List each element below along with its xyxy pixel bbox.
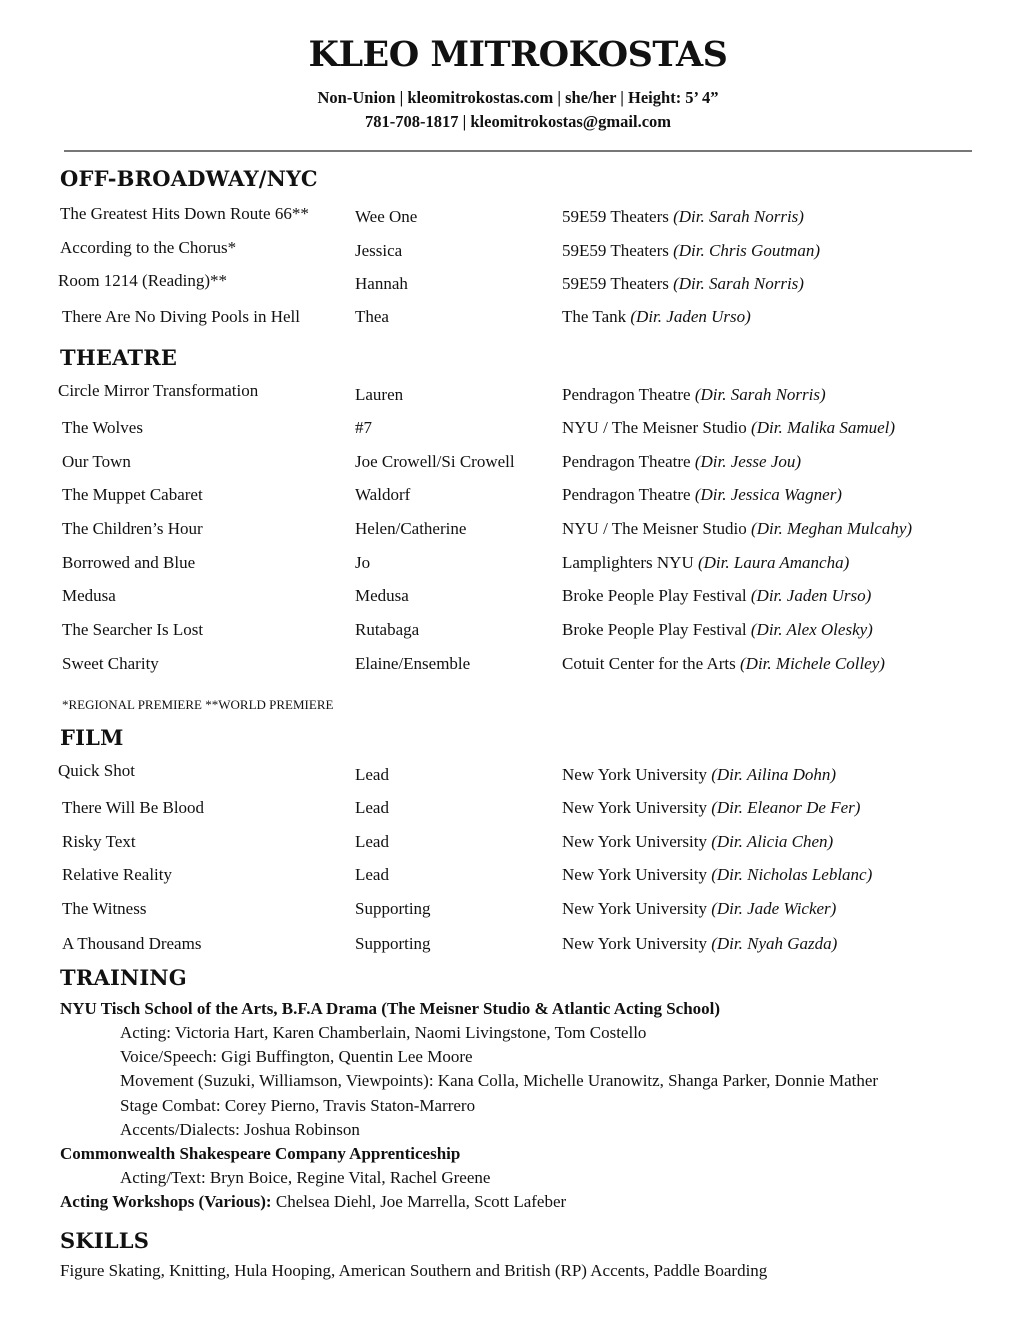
credit-title: The Muppet Cabaret	[62, 485, 203, 504]
credit-director: (Dir. Nyah Gazda)	[711, 934, 838, 953]
section-heading-skills: SKILLS	[60, 1228, 150, 1253]
credit-title: Sweet Charity	[62, 654, 159, 673]
contact-line-1: Non-Union | kleomitrokostas.com | she/her | Height: 5’ 4”	[317, 88, 719, 107]
credit-director: (Dir. Chris Goutman)	[673, 241, 820, 260]
credit-role: Medusa	[355, 586, 409, 605]
credit-director: (Dir. Meghan Mulcahy)	[751, 519, 913, 538]
credit-director: (Dir. Jaden Urso)	[750, 586, 872, 605]
section-heading-theatre: THEATRE	[60, 345, 178, 370]
section-heading-training: TRAINING	[60, 965, 187, 990]
credit-role: Wee One	[355, 207, 418, 226]
credit-title: The Greatest Hits Down Route 66**	[60, 204, 309, 223]
credit-title: Our Town	[62, 452, 131, 471]
credit-venue: Broke People Play Festival (Dir. Jaden Urso)	[562, 586, 872, 605]
credit-row	[0, 934, 1020, 958]
credit-row	[0, 238, 1020, 262]
credit-role: Supporting	[355, 934, 431, 953]
credit-row	[0, 832, 1020, 856]
credit-title: There Are No Diving Pools in Hell	[62, 307, 300, 326]
credit-role: Waldorf	[355, 485, 411, 504]
credit-director: (Dir. Ailina Dohn)	[711, 765, 837, 784]
credit-title: The Children’s Hour	[62, 519, 203, 538]
credit-title: A Thousand Dreams	[62, 934, 202, 953]
credit-director: (Dir. Malika Samuel)	[751, 418, 896, 437]
credit-role: Jessica	[355, 241, 403, 260]
section-heading-film: FILM	[60, 725, 124, 750]
training-commonwealth: Commonwealth Shakespeare Company Apprenticeship	[60, 1144, 461, 1163]
credit-role: Lead	[355, 765, 389, 784]
credit-title: There Will Be Blood	[62, 798, 205, 817]
credit-row	[0, 381, 1020, 405]
credit-row	[0, 271, 1020, 295]
credit-director: (Dir. Sarah Norris)	[694, 385, 826, 404]
credit-title: Medusa	[62, 586, 116, 605]
credit-director: (Dir. Alex Olesky)	[750, 620, 873, 639]
credit-row	[0, 452, 1020, 476]
credit-role: Supporting	[355, 899, 431, 918]
credit-role: Elaine/Ensemble	[355, 654, 471, 673]
credit-venue: NYU / The Meisner Studio (Dir. Meghan Mulcahy)	[562, 519, 913, 538]
credit-venue: Pendragon Theatre (Dir. Sarah Norris)	[562, 385, 826, 404]
credit-row	[0, 418, 1020, 442]
credit-role: Lead	[355, 865, 389, 884]
credit-role: Hannah	[355, 274, 408, 293]
credit-row	[0, 204, 1020, 228]
credit-director: (Dir. Jade Wicker)	[711, 899, 837, 918]
header-divider	[64, 150, 972, 152]
premiere-note: *REGIONAL PREMIERE **WORLD PREMIERE	[62, 697, 334, 712]
credit-row	[0, 620, 1020, 644]
credit-role: Joe Crowell/Si Crowell	[355, 452, 515, 471]
credit-director: (Dir. Eleanor De Fer)	[711, 798, 861, 817]
credit-row	[0, 899, 1020, 923]
credit-row	[0, 654, 1020, 678]
training-workshops	[60, 1192, 566, 1212]
credit-venue: 59E59 Theaters (Dir. Chris Goutman)	[562, 241, 820, 260]
credit-role: #7	[355, 418, 372, 437]
credit-venue: The Tank (Dir. Jaden Urso)	[562, 307, 751, 326]
credit-role: Rutabaga	[355, 620, 420, 639]
credit-row	[0, 761, 1020, 785]
credit-director: (Dir. Laura Amancha)	[697, 553, 850, 572]
credit-venue: New York University (Dir. Ailina Dohn)	[562, 765, 837, 784]
credit-title: Quick Shot	[58, 761, 135, 780]
credit-row	[0, 307, 1020, 331]
credit-director: (Dir. Michele Colley)	[740, 654, 885, 673]
credit-role: Thea	[355, 307, 389, 326]
credit-venue: Pendragon Theatre (Dir. Jessica Wagner)	[562, 485, 842, 504]
credit-title: Relative Reality	[62, 865, 172, 884]
credit-director: (Dir. Jessica Wagner)	[694, 485, 842, 504]
credit-venue: New York University (Dir. Nyah Gazda)	[562, 934, 838, 953]
credit-title: Borrowed and Blue	[62, 553, 196, 572]
credit-title: According to the Chorus*	[60, 238, 237, 257]
training-voice: Voice/Speech: Gigi Buffington, Quentin Lee Moore	[120, 1047, 473, 1066]
credit-venue: New York University (Dir. Nicholas Leblanc)	[562, 865, 873, 884]
credit-title: Circle Mirror Transformation	[58, 381, 259, 400]
credit-role: Jo	[355, 553, 371, 572]
training-acting: Acting: Victoria Hart, Karen Chamberlain, Naomi Livingstone, Tom Costello	[120, 1023, 647, 1042]
credit-venue: Lamplighters NYU (Dir. Laura Amancha)	[562, 553, 850, 572]
credit-title: Risky Text	[62, 832, 136, 851]
credit-venue: Pendragon Theatre (Dir. Jesse Jou)	[562, 452, 802, 471]
credit-venue: 59E59 Theaters (Dir. Sarah Norris)	[562, 207, 804, 226]
credit-row	[0, 485, 1020, 509]
credit-director: (Dir. Jaden Urso)	[630, 307, 751, 326]
credit-role: Helen/Catherine	[355, 519, 467, 538]
credit-director: (Dir. Sarah Norris)	[673, 207, 804, 226]
credit-director: (Dir. Jesse Jou)	[694, 452, 802, 471]
credit-director: (Dir. Sarah Norris)	[673, 274, 804, 293]
training-combat: Stage Combat: Corey Pierno, Travis Staton-Marrero	[120, 1096, 476, 1115]
training-accents: Accents/Dialects: Joshua Robinson	[120, 1120, 360, 1139]
credit-venue: New York University (Dir. Jade Wicker)	[562, 899, 837, 918]
credit-row	[0, 586, 1020, 610]
training-school: NYU Tisch School of the Arts, B.F.A Drama (The Meisner Studio & Atlantic Acting School)	[60, 999, 721, 1018]
section-heading-off-broadway: OFF-BROADWAY/NYC	[60, 166, 318, 191]
credit-venue: Cotuit Center for the Arts (Dir. Michele Colley)	[562, 654, 885, 673]
contact-line-2: 781-708-1817 | kleomitrokostas@gmail.com	[364, 112, 672, 131]
training-acting-text: Acting/Text: Bryn Boice, Regine Vital, Rachel Greene	[120, 1168, 491, 1187]
credit-venue: New York University (Dir. Eleanor De Fer)	[562, 798, 861, 817]
credit-row	[0, 865, 1020, 889]
credit-venue: New York University (Dir. Alicia Chen)	[562, 832, 834, 851]
credit-role: Lauren	[355, 385, 404, 404]
skills-list: Figure Skating, Knitting, Hula Hooping, American Southern and British (RP) Accents, Paddle Boarding	[60, 1261, 768, 1280]
credit-director: (Dir. Alicia Chen)	[711, 832, 834, 851]
credit-director: (Dir. Nicholas Leblanc)	[711, 865, 873, 884]
credit-title: The Witness	[62, 899, 147, 918]
credit-venue: NYU / The Meisner Studio (Dir. Malika Samuel)	[562, 418, 896, 437]
credit-title: The Searcher Is Lost	[62, 620, 204, 639]
credit-row	[0, 798, 1020, 822]
credit-title: Room 1214 (Reading)**	[58, 271, 228, 290]
performer-name: KLEO MITROKOSTAS	[308, 34, 728, 75]
training-movement: Movement (Suzuki, Williamson, Viewpoints): Kana Colla, Michelle Uranowitz, Shanga Parker, Donnie Mather	[120, 1071, 879, 1090]
credit-role: Lead	[355, 798, 389, 817]
workshops-label: Acting Workshops (Various):	[60, 1192, 272, 1211]
workshops-teachers: Chelsea Diehl, Joe Marrella, Scott Lafeber	[275, 1192, 567, 1211]
credit-venue: 59E59 Theaters (Dir. Sarah Norris)	[562, 274, 804, 293]
credit-role: Lead	[355, 832, 389, 851]
credit-row	[0, 519, 1020, 543]
credit-venue: Broke People Play Festival (Dir. Alex Olesky)	[562, 620, 873, 639]
credit-title: The Wolves	[62, 418, 143, 437]
credit-row	[0, 553, 1020, 577]
